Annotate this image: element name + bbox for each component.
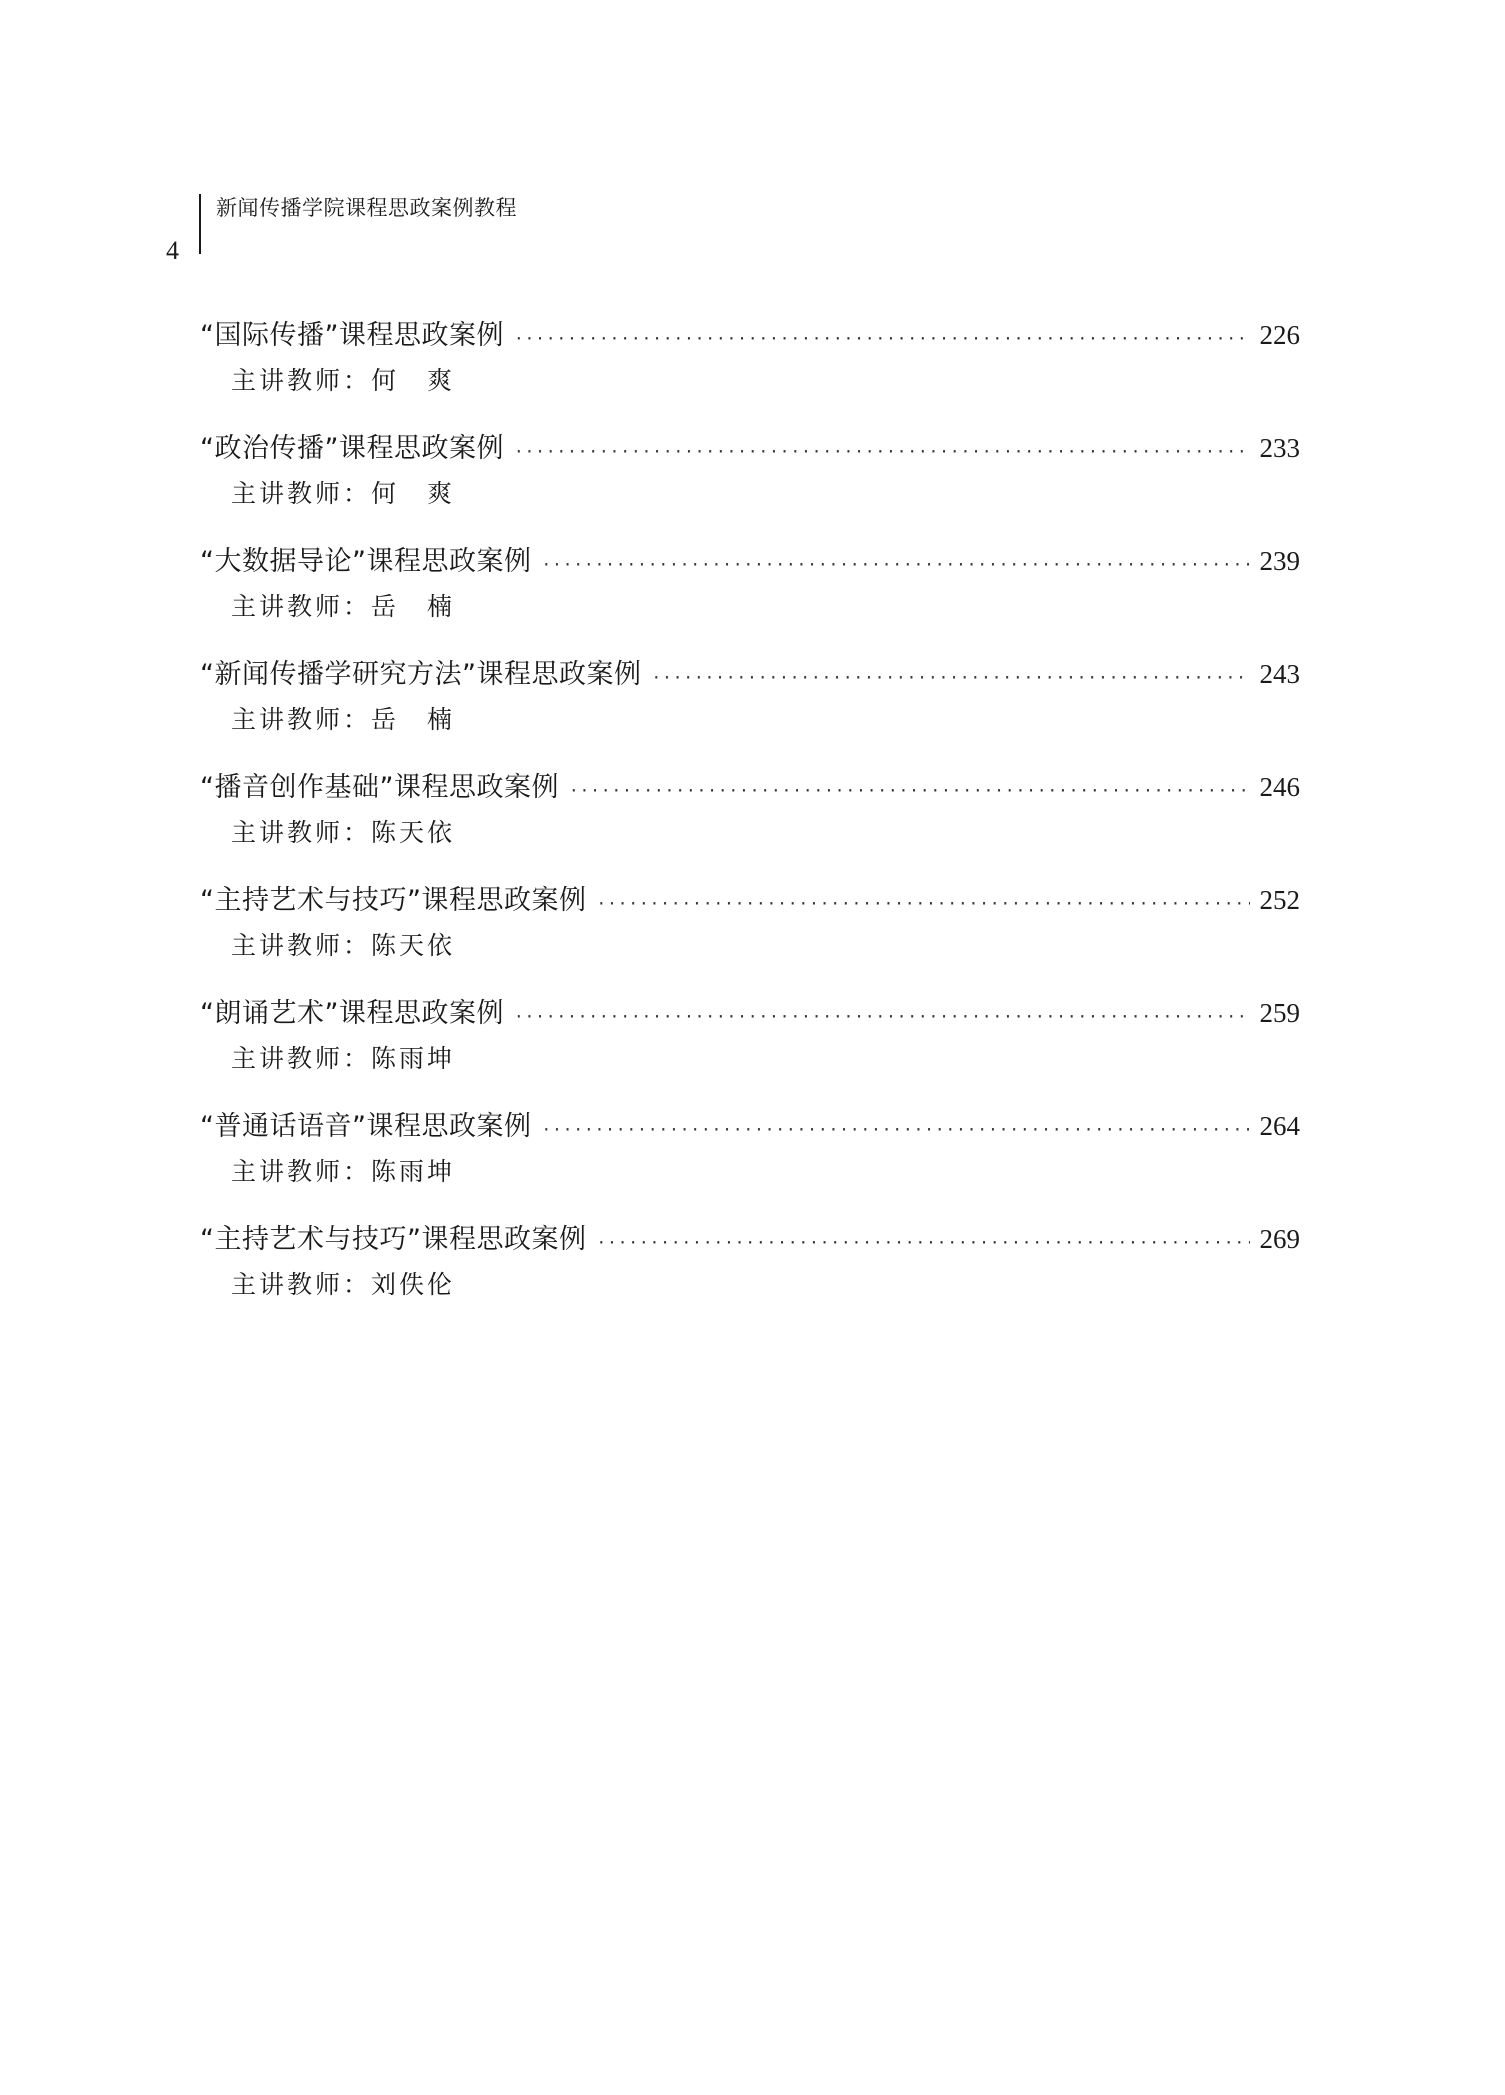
toc-entry-teacher: 主讲教师：陈雨坤	[231, 1157, 456, 1186]
dot-leader	[651, 668, 1249, 687]
dot-leader	[596, 894, 1249, 913]
toc-entry[interactable]	[200, 1105, 1300, 1218]
toc-line	[200, 653, 1300, 695]
dot-leader	[569, 781, 1250, 800]
toc-entry[interactable]	[200, 992, 1300, 1105]
dot-leader	[596, 1233, 1249, 1252]
table-of-contents	[200, 314, 1300, 1331]
toc-entry-teacher: 主讲教师：岳 楠	[231, 592, 456, 621]
toc-entry-title: “大数据导论”课程思政案例	[200, 546, 532, 577]
toc-entry-page: 233	[1259, 433, 1300, 463]
running-head	[0, 190, 1505, 265]
toc-entry-teacher: 主讲教师：何 爽	[231, 366, 456, 395]
toc-entry-title: “政治传播”课程思政案例	[200, 433, 504, 464]
book-title: 新闻传播学院课程思政案例教程	[216, 196, 517, 220]
toc-entry-page: 239	[1259, 546, 1300, 576]
toc-entry-title: “普通话语音”课程思政案例	[200, 1111, 532, 1142]
toc-entry-teacher: 主讲教师：刘佚伦	[231, 1270, 456, 1299]
toc-entry[interactable]	[200, 427, 1300, 540]
toc-entry-page: 252	[1259, 885, 1300, 915]
toc-entry[interactable]	[200, 879, 1300, 992]
dot-leader	[541, 1120, 1249, 1139]
dot-leader	[514, 1007, 1250, 1026]
toc-entry-teacher: 主讲教师：何 爽	[231, 479, 456, 508]
toc-entry-teacher: 主讲教师：陈天依	[231, 818, 456, 847]
header-divider	[199, 194, 201, 254]
toc-entry-teacher: 主讲教师：岳 楠	[231, 705, 456, 734]
dot-leader	[514, 329, 1250, 348]
toc-line	[200, 314, 1300, 356]
toc-entry-title: “主持艺术与技巧”课程思政案例	[200, 885, 587, 916]
toc-entry-page: 243	[1259, 659, 1300, 689]
toc-line	[200, 427, 1300, 469]
toc-entry[interactable]	[200, 1218, 1300, 1331]
toc-line	[200, 1105, 1300, 1147]
toc-entry[interactable]	[200, 766, 1300, 879]
toc-entry[interactable]	[200, 653, 1300, 766]
toc-entry-title: “朗诵艺术”课程思政案例	[200, 998, 504, 1029]
toc-entry-page: 259	[1259, 998, 1300, 1028]
toc-entry-page: 226	[1259, 320, 1300, 350]
toc-entry-title: “新闻传播学研究方法”课程思政案例	[200, 659, 642, 690]
toc-entry-page: 269	[1259, 1224, 1300, 1254]
toc-entry-teacher: 主讲教师：陈天依	[231, 931, 456, 960]
dot-leader	[541, 555, 1249, 574]
toc-entry-teacher: 主讲教师：陈雨坤	[231, 1044, 456, 1073]
dot-leader	[514, 442, 1250, 461]
toc-line	[200, 879, 1300, 921]
toc-entry-title: “主持艺术与技巧”课程思政案例	[200, 1224, 587, 1255]
toc-entry-page: 264	[1259, 1111, 1300, 1141]
toc-entry-title: “播音创作基础”课程思政案例	[200, 772, 559, 803]
toc-line	[200, 992, 1300, 1034]
toc-entry[interactable]	[200, 314, 1300, 427]
toc-line	[200, 1218, 1300, 1260]
toc-entry-title: “国际传播”课程思政案例	[200, 320, 504, 351]
toc-entry[interactable]	[200, 540, 1300, 653]
toc-line	[200, 766, 1300, 808]
toc-entry-page: 246	[1259, 772, 1300, 802]
toc-line	[200, 540, 1300, 582]
page-number: 4	[166, 236, 179, 265]
